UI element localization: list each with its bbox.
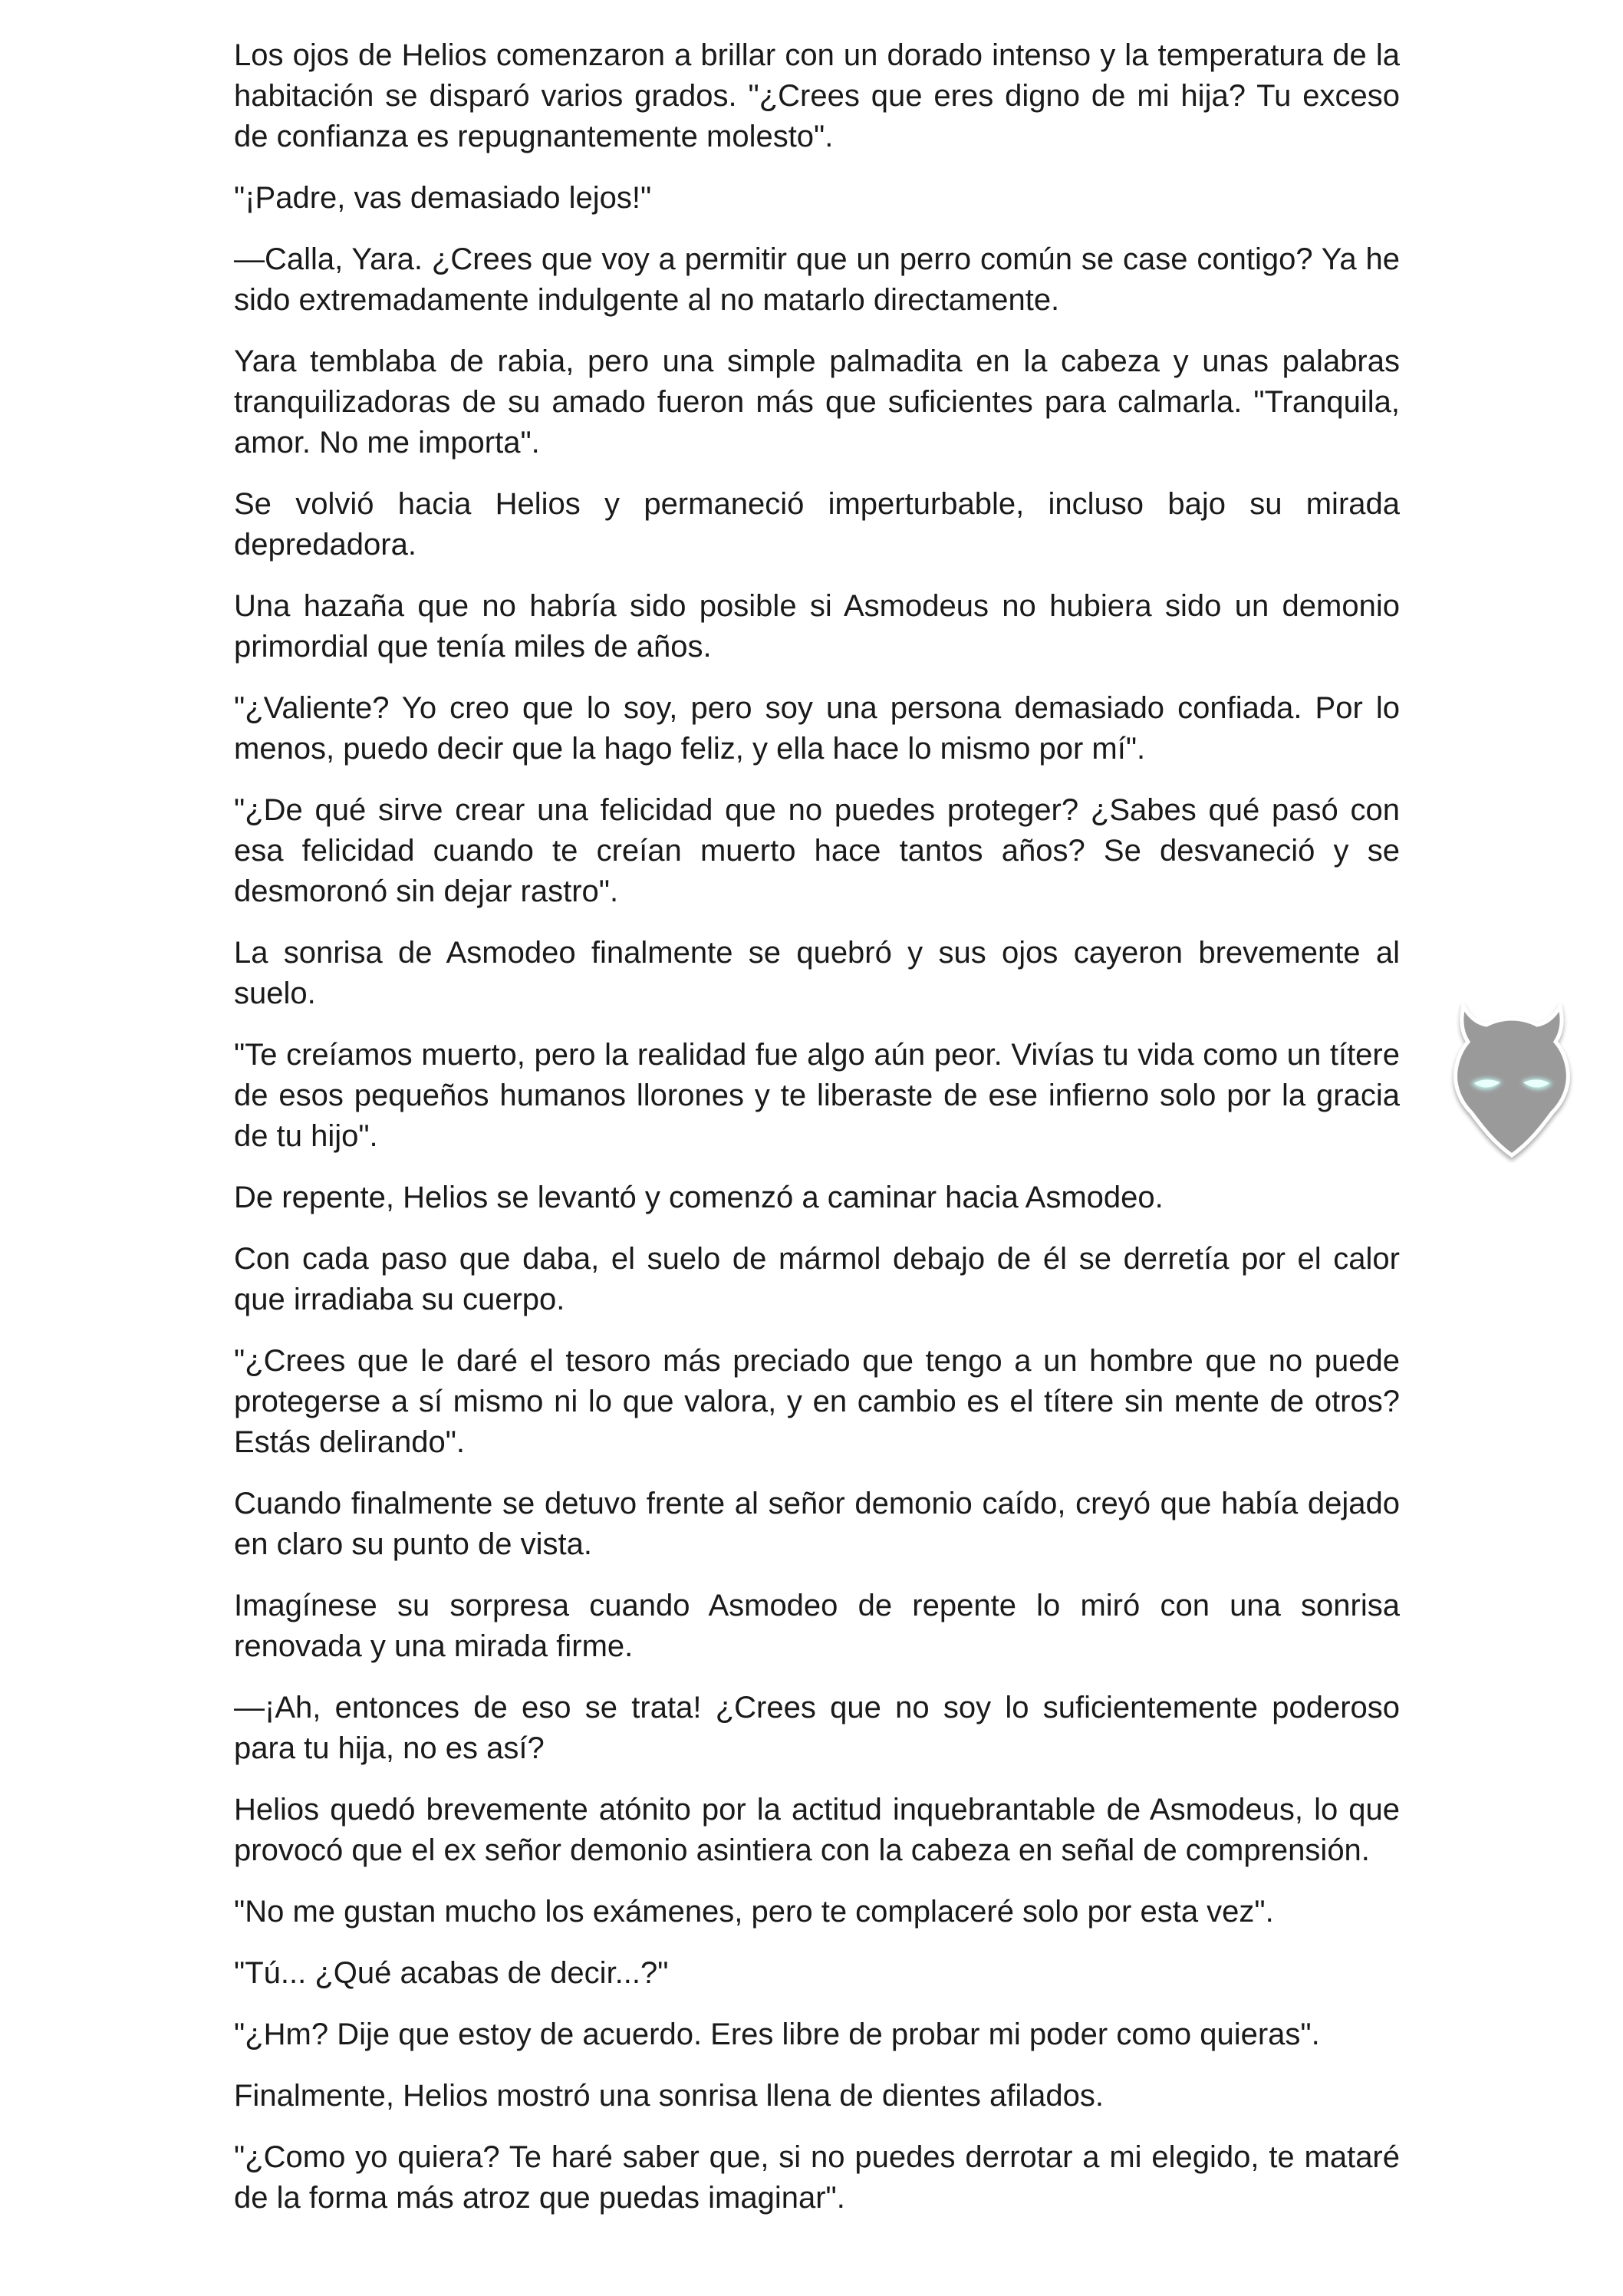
paragraph-3: —Calla, Yara. ¿Crees que voy a permitir que un perro común se case contigo? Ya he sido extremadamente indulgente al no matarlo directamente. <box>234 242 1400 317</box>
paragraph-13: "¿Crees que le daré el tesoro más preciado que tengo a un hombre que no puede protegerse a sí mismo ni lo que valora, y en cambio es el títere sin mente de otros? Estás delirando". <box>234 1344 1400 1459</box>
paragraph-19: "Tú... ¿Qué acabas de decir...?" <box>234 1956 669 1990</box>
paragraph-14: Cuando finalmente se detuvo frente al señor demonio caído, creyó que había dejado en claro su punto de vista. <box>234 1487 1400 1561</box>
document-body <box>234 35 1400 2239</box>
paragraph-10: "Te creíamos muerto, pero la realidad fue algo aún peor. Vivías tu vida como un títere de esos pequeños humanos llorones y te liberaste de ese infierno solo por la gracia de tu hijo". <box>234 1038 1400 1153</box>
paragraph-17: Helios quedó brevemente atónito por la actitud inquebrantable de Asmodeus, lo que provocó que el ex señor demonio asintiera con la cabeza en señal de comprensión. <box>234 1793 1400 1867</box>
paragraph-9: La sonrisa de Asmodeo finalmente se quebró y sus ojos cayeron brevemente al suelo. <box>234 936 1400 1010</box>
paragraph-20: "¿Hm? Dije que estoy de acuerdo. Eres libre de probar mi poder como quieras". <box>234 2018 1320 2051</box>
paragraph-18: "No me gustan mucho los exámenes, pero te complaceré solo por esta vez". <box>234 1895 1274 1929</box>
paragraph-5: Se volvió hacia Helios y permaneció imperturbable, incluso bajo su mirada depredadora. <box>234 487 1400 562</box>
paragraph-12: Con cada paso que daba, el suelo de mármol debajo de él se derretía por el calor que irradiaba su cuerpo. <box>234 1242 1400 1316</box>
paragraph-4: Yara temblaba de rabia, pero una simple palmadita en la cabeza y unas palabras tranquilizadoras de su amado fueron más que suficientes para calmarla. "Tranquila, amor. No me importa". <box>234 344 1400 460</box>
paragraph-6: Una hazaña que no habría sido posible si Asmodeus no hubiera sido un demonio primordial que tenía miles de años. <box>234 589 1400 664</box>
paragraph-22: "¿Como yo quiera? Te haré saber que, si no puedes derrotar a mi elegido, te mataré de la forma más atroz que puedas imaginar". <box>234 2140 1400 2215</box>
paragraph-16: —¡Ah, entonces de eso se trata! ¿Crees que no soy lo suficientemente poderoso para tu hija, no es así? <box>234 1691 1400 1765</box>
paragraph-15: Imagínese su sorpresa cuando Asmodeo de repente lo miró con una sonrisa renovada y una mirada firme. <box>234 1589 1400 1663</box>
paragraph-11: De repente, Helios se levantó y comenzó a caminar hacia Asmodeo. <box>234 1181 1164 1214</box>
paragraph-1: Los ojos de Helios comenzaron a brillar con un dorado intenso y la temperatura de la habitación se disparó varios grados. "¿Crees que eres digno de mi hija? Tu exceso de confianza es repugnantemente molesto". <box>234 38 1400 153</box>
paragraph-8: "¿De qué sirve crear una felicidad que no puedes proteger? ¿Sabes qué pasó con esa felicidad cuando te creían muerto hace tantos años? Se desvaneció y se desmoronó sin dejar rastro". <box>234 793 1400 908</box>
paragraph-2: "¡Padre, vas demasiado lejos!" <box>234 181 652 215</box>
paragraph-21: Finalmente, Helios mostró una sonrisa llena de dientes afilados. <box>234 2079 1104 2113</box>
demon-head-icon <box>1440 997 1583 1163</box>
paragraph-7: "¿Valiente? Yo creo que lo soy, pero soy una persona demasiado confiada. Por lo menos, puedo decir que la hago feliz, y ella hace lo mismo por mí". <box>234 691 1400 766</box>
demon-head-shape <box>1456 1006 1569 1155</box>
